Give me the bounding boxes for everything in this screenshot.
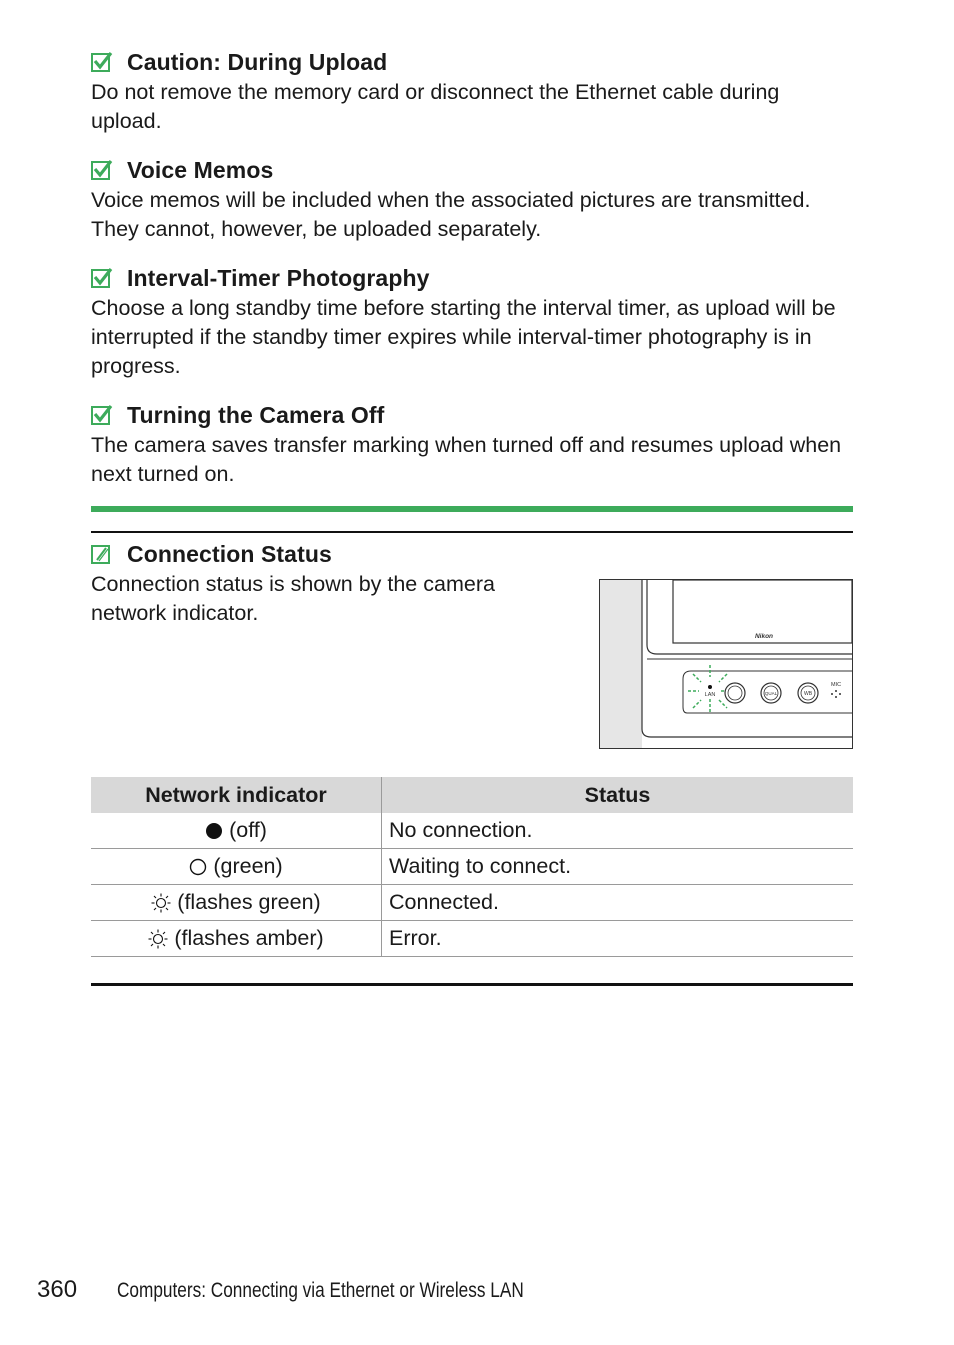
table-row [91, 921, 853, 957]
mic-label: MIC [830, 682, 842, 688]
box-bottom-rule [91, 983, 853, 986]
note-interval-timer [91, 263, 853, 381]
wb-label: WB [803, 691, 813, 697]
flash-icon [148, 929, 168, 949]
note-title: Caution: During Upload [127, 48, 388, 75]
note-voice-memos [91, 155, 853, 244]
lan-label: LAN [704, 692, 716, 698]
indicator-label: (off) [229, 818, 267, 842]
network-indicator-table [91, 777, 853, 957]
note-header [91, 47, 853, 77]
status-cell: Error. [382, 921, 854, 957]
status-cell: Connected. [382, 885, 854, 921]
note-title: Interval-Timer Photography [127, 264, 430, 291]
indicator-cell [91, 849, 382, 885]
filled-circle-icon [205, 822, 223, 840]
indicator-label: (green) [213, 854, 283, 878]
indicator-label: (flashes green) [177, 890, 321, 914]
note-body: Do not remove the memory card or disconnect the Ethernet cable during upload. [91, 80, 780, 133]
note-header [91, 155, 853, 185]
note-title: Connection Status [127, 540, 332, 567]
note-title: Turning the Camera Off [127, 401, 385, 428]
page-number: 360 [37, 1276, 78, 1303]
column-header: Network indicator [91, 777, 382, 813]
status-cell: Waiting to connect. [382, 849, 854, 885]
qual-label: QUAL [764, 691, 778, 696]
note-body: Choose a long standby time before starting the interval timer, as upload will be interrupted if the standby timer expires while interval-timer photography is in progress. [91, 296, 836, 378]
status-cell: No connection. [382, 813, 854, 849]
note-header [91, 263, 853, 293]
table-row [91, 813, 853, 849]
note-header [91, 539, 531, 569]
indicator-cell [91, 813, 382, 849]
checkbox-check-icon [91, 159, 113, 181]
indicator-label: (flashes amber) [174, 926, 324, 950]
pencil-note-icon [91, 543, 113, 565]
checkbox-check-icon [91, 51, 113, 73]
table-row [91, 849, 853, 885]
hollow-circle-icon [189, 858, 207, 876]
note-connection-status [91, 539, 531, 628]
note-body: The camera saves transfer marking when turned off and resumes upload when next turned on. [91, 433, 842, 486]
note-camera-off [91, 400, 853, 489]
box-top-rule [91, 531, 853, 533]
chapter-title: Computers: Connecting via Ethernet or Wireless LAN [117, 1279, 524, 1302]
note-header [91, 400, 853, 430]
note-title: Voice Memos [127, 156, 274, 183]
table-header-row [91, 777, 853, 813]
column-header: Status [382, 777, 854, 813]
section-divider [91, 506, 853, 512]
note-caution-upload [91, 47, 853, 136]
table-row [91, 885, 853, 921]
indicator-cell [91, 921, 382, 957]
indicator-cell [91, 885, 382, 921]
note-body: Connection status is shown by the camera network indicator. [91, 572, 495, 625]
camera-brand: Nikon [754, 633, 774, 640]
page-footer [37, 1276, 613, 1304]
checkbox-check-icon [91, 404, 113, 426]
camera-network-indicator-illustration [599, 579, 853, 749]
checkbox-check-icon [91, 267, 113, 289]
note-body: Voice memos will be included when the associated pictures are transmitted. They cannot, however, be uploaded separately. [91, 188, 811, 241]
flash-icon [151, 893, 171, 913]
